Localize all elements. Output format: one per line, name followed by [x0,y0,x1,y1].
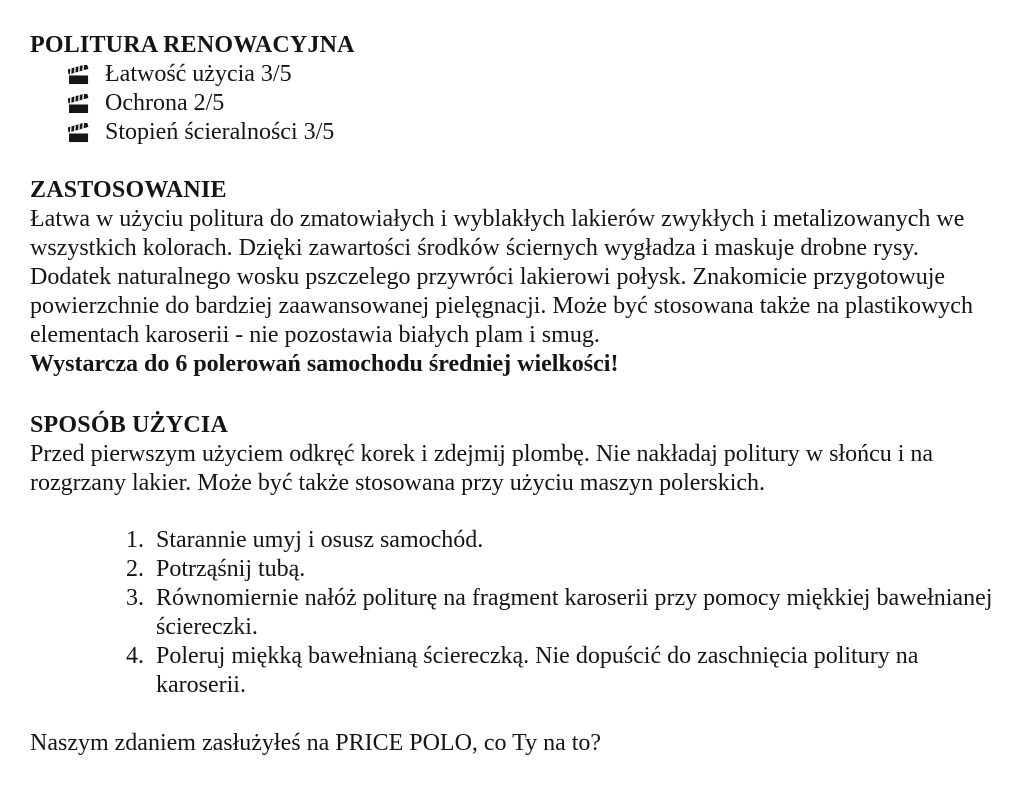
rating-item [30,60,995,89]
steps-list [30,526,995,700]
step-item: 2. Potrząśnij tubą. [150,555,995,584]
highlight-line: Wystarcza do 6 polerowań samochodu średniej wielkości! [30,351,619,377]
rating-list [30,60,995,147]
paragraph-zastosowanie: Łatwa w użyciu politura do zmatowiałych i wyblakłych lakierów zwykłych i metalizowanych we wszystkich kolorach. Dzięki zawartości środków ściernych wygładza i maskuje drobne rysy. Dodatek naturalnego wosku pszczelego przywróci lakierowi połysk. Znakomicie przygotowuje powierzchnie do bardziej zaawansowanej pielęgnacji. Może być stosowana także na plastikowych elementach karoserii - nie pozostawia białych plam i smug. [30,206,973,348]
clapperboard-icon [68,94,91,114]
rating-label: Łatwość użycia 3/5 [105,61,292,87]
paragraph-sposob-uzycia: Przed pierwszym użyciem odkręć korek i zdejmij plombę. Nie nakładaj politury w słońcu i na rozgrzany lakier. Może być także stosowana przy użyciu maszyn polerskich. [30,441,934,496]
page-title: POLITURA RENOWACYJNA [30,32,355,58]
clapperboard-icon [68,65,91,85]
step-item: 4. Poleruj miękką bawełnianą ściereczką. Nie dopuścić do zaschnięcia politury na karoserii. [150,642,995,700]
section-heading-sposob-uzycia: SPOSÓB UŻYCIA [30,412,228,438]
rating-label: Ochrona 2/5 [105,90,225,116]
closing-line: Naszym zdaniem zasłużyłeś na PRICE POLO, co Ty na to? [30,730,602,756]
rating-label: Stopień ścieralności 3/5 [105,119,335,145]
rating-item [30,89,995,118]
clapperboard-icon [68,123,91,143]
step-item: 1. Starannie umyj i osusz samochód. [150,526,995,555]
step-item: 3. Równomiernie nałóż politurę na fragment karoserii przy pomocy miękkiej bawełnianej ściereczki. [150,584,995,642]
section-heading-zastosowanie: ZASTOSOWANIE [30,177,227,203]
rating-item [30,118,995,147]
